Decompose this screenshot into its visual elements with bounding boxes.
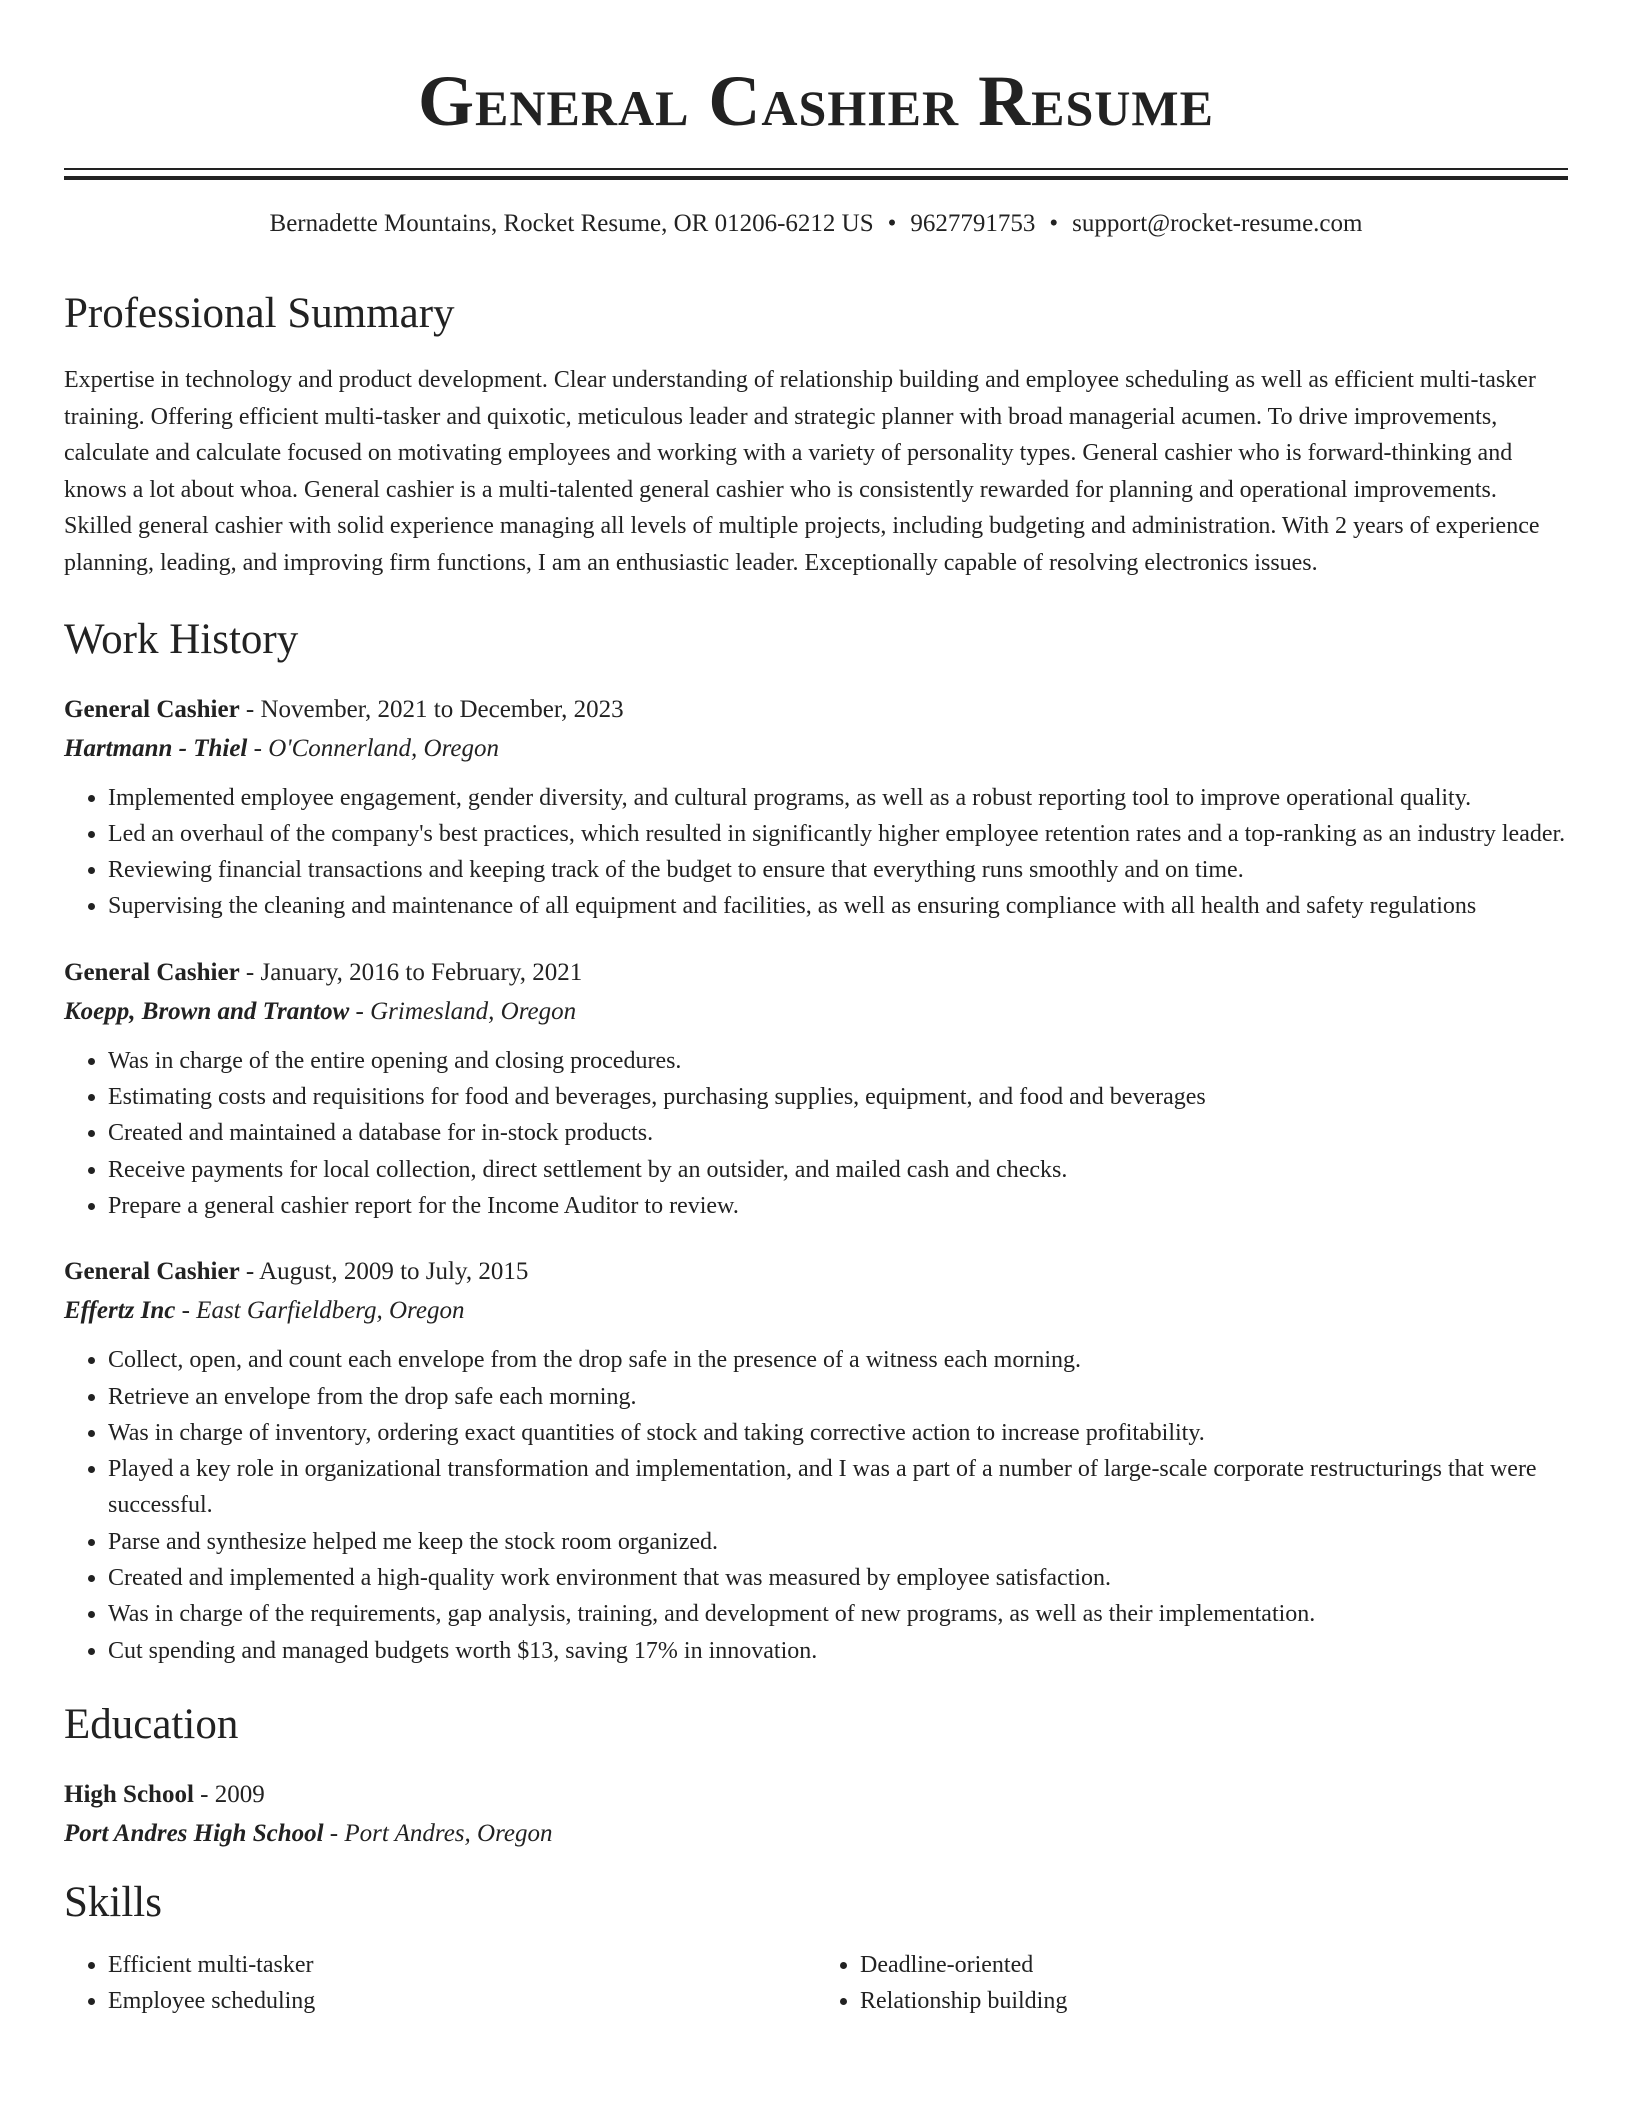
job-entry (64, 953, 1568, 1224)
job-bullet: • Was in charge of the entire opening and closing procedures. (108, 1043, 1568, 1079)
job-bullet: • Collect, open, and count each envelope from the drop safe in the presence of a witness each morning. (108, 1342, 1568, 1378)
job-bullet: • Led an overhaul of the company's best practices, which resulted in significantly higher employee retention rates and a top-ranking as an industry leader. (108, 816, 1568, 852)
skill-item: • Relationship building (860, 1983, 1568, 2019)
job-bullets (64, 1043, 1568, 1224)
skills-column-right (816, 1947, 1568, 2020)
skills-heading: Skills (64, 1878, 162, 1926)
education-school-line (64, 1814, 1568, 1853)
job-bullet: • Implemented employee engagement, gender diversity, and cultural programs, as well as a robust reporting tool to improve operational quality. (108, 780, 1568, 816)
contact-separator: • (1049, 210, 1059, 237)
job-bullets (64, 780, 1568, 925)
skills-list (64, 1947, 1568, 2020)
job-dates: - August, 2009 to July, 2015 (239, 1258, 529, 1286)
summary-text: Expertise in technology and product development. Clear understanding of relationship building and employee scheduling as well as efficient multi-tasker training. Offering efficient multi-tasker and quixotic, meticulous leader and strategic planner with broad managerial acumen. To drive improvements, calculate and calculate focused on motivating employees and working with a variety of personality types. General cashier who is forward-thinking and knows a lot about whoa. General cashier is a multi-talented general cashier who is consistently rewarded for planning and operational improvements. Skilled general cashier with solid experience managing all levels of multiple projects, including budgeting and administration. With 2 years of experience planning, leading, and improving firm functions, I am an enthusiastic leader. Exceptionally capable of resolving electronics issues. (64, 367, 1540, 576)
job-role: General Cashier (64, 1258, 240, 1286)
job-bullet: • Was in charge of inventory, ordering exact quantities of stock and taking corrective action to increase profitability. (108, 1415, 1568, 1451)
job-location: - O'Connerland, Oregon (247, 734, 499, 762)
education-location: - Port Andres, Oregon (323, 1819, 553, 1847)
job-title-line (64, 1252, 1568, 1291)
job-location: - Grimesland, Oregon (349, 997, 577, 1025)
job-bullet: • Played a key role in organizational transformation and implementation, and I was a part of a number of large-scale corporate restructurings that were successful. (108, 1451, 1568, 1524)
job-role: General Cashier (64, 695, 240, 723)
skill-item: • Efficient multi-tasker (108, 1947, 816, 1983)
contact-address: Bernadette Mountains, Rocket Resume, OR 01206-6212 US (269, 210, 874, 237)
job-bullet: • Receive payments for local collection, direct settlement by an outsider, and mailed cash and checks. (108, 1152, 1568, 1188)
job-title-line (64, 953, 1568, 992)
employer-line (64, 992, 1568, 1031)
job-bullet: • Created and maintained a database for in-stock products. (108, 1115, 1568, 1151)
skill-item: • Deadline-oriented (860, 1947, 1568, 1983)
employer-line (64, 729, 1568, 768)
summary-heading: Professional Summary (64, 290, 455, 337)
job-company: Koepp, Brown and Trantow (64, 997, 350, 1025)
education-year: - 2009 (193, 1780, 265, 1808)
job-bullet: • Cut spending and managed budgets worth $13, saving 17% in innovation. (108, 1633, 1568, 1669)
skills-column-left (64, 1947, 816, 2020)
resume-title: General Cashier Resume (418, 61, 1214, 141)
education-school: Port Andres High School (64, 1819, 324, 1847)
employer-line (64, 1291, 1568, 1330)
contact-line (64, 206, 1568, 242)
job-dates: - November, 2021 to December, 2023 (239, 695, 624, 723)
job-bullet: • Prepare a general cashier report for the Income Auditor to review. (108, 1188, 1568, 1224)
work-history-heading: Work History (64, 615, 299, 663)
education-degree: High School (64, 1780, 194, 1808)
job-role: General Cashier (64, 958, 240, 986)
job-bullet: • Retrieve an envelope from the drop safe each morning. (108, 1379, 1568, 1415)
contact-phone: 9627791753 (910, 210, 1036, 237)
job-bullet: • Created and implemented a high-quality work environment that was measured by employee satisfaction. (108, 1560, 1568, 1596)
job-company: Hartmann - Thiel (64, 734, 248, 762)
skill-item: • Employee scheduling (108, 1983, 816, 2019)
job-bullet: • Reviewing financial transactions and keeping track of the budget to ensure that everything runs smoothly and on time. (108, 852, 1568, 888)
education-degree-line (64, 1775, 1568, 1814)
job-bullets (64, 1342, 1568, 1669)
job-location: - East Garfieldberg, Oregon (175, 1297, 465, 1325)
job-entry (64, 690, 1568, 925)
job-title-line (64, 690, 1568, 729)
job-bullet: • Parse and synthesize helped me keep the stock room organized. (108, 1524, 1568, 1560)
job-entry (64, 1252, 1568, 1669)
job-bullet: • Estimating costs and requisitions for food and beverages, purchasing supplies, equipment, and food and beverages (108, 1079, 1568, 1115)
job-bullet: • Was in charge of the requirements, gap analysis, training, and development of new programs, as well as their implementation. (108, 1596, 1568, 1632)
job-dates: - January, 2016 to February, 2021 (239, 958, 583, 986)
contact-separator: • (887, 210, 897, 237)
job-bullet: • Supervising the cleaning and maintenance of all equipment and facilities, as well as ensuring compliance with all health and safety regulations (108, 888, 1568, 924)
job-company: Effertz Inc (64, 1297, 176, 1325)
title-divider (64, 168, 1568, 180)
education-entry (64, 1775, 1568, 1853)
education-heading: Education (64, 1700, 239, 1748)
contact-email: support@rocket-resume.com (1072, 210, 1363, 237)
